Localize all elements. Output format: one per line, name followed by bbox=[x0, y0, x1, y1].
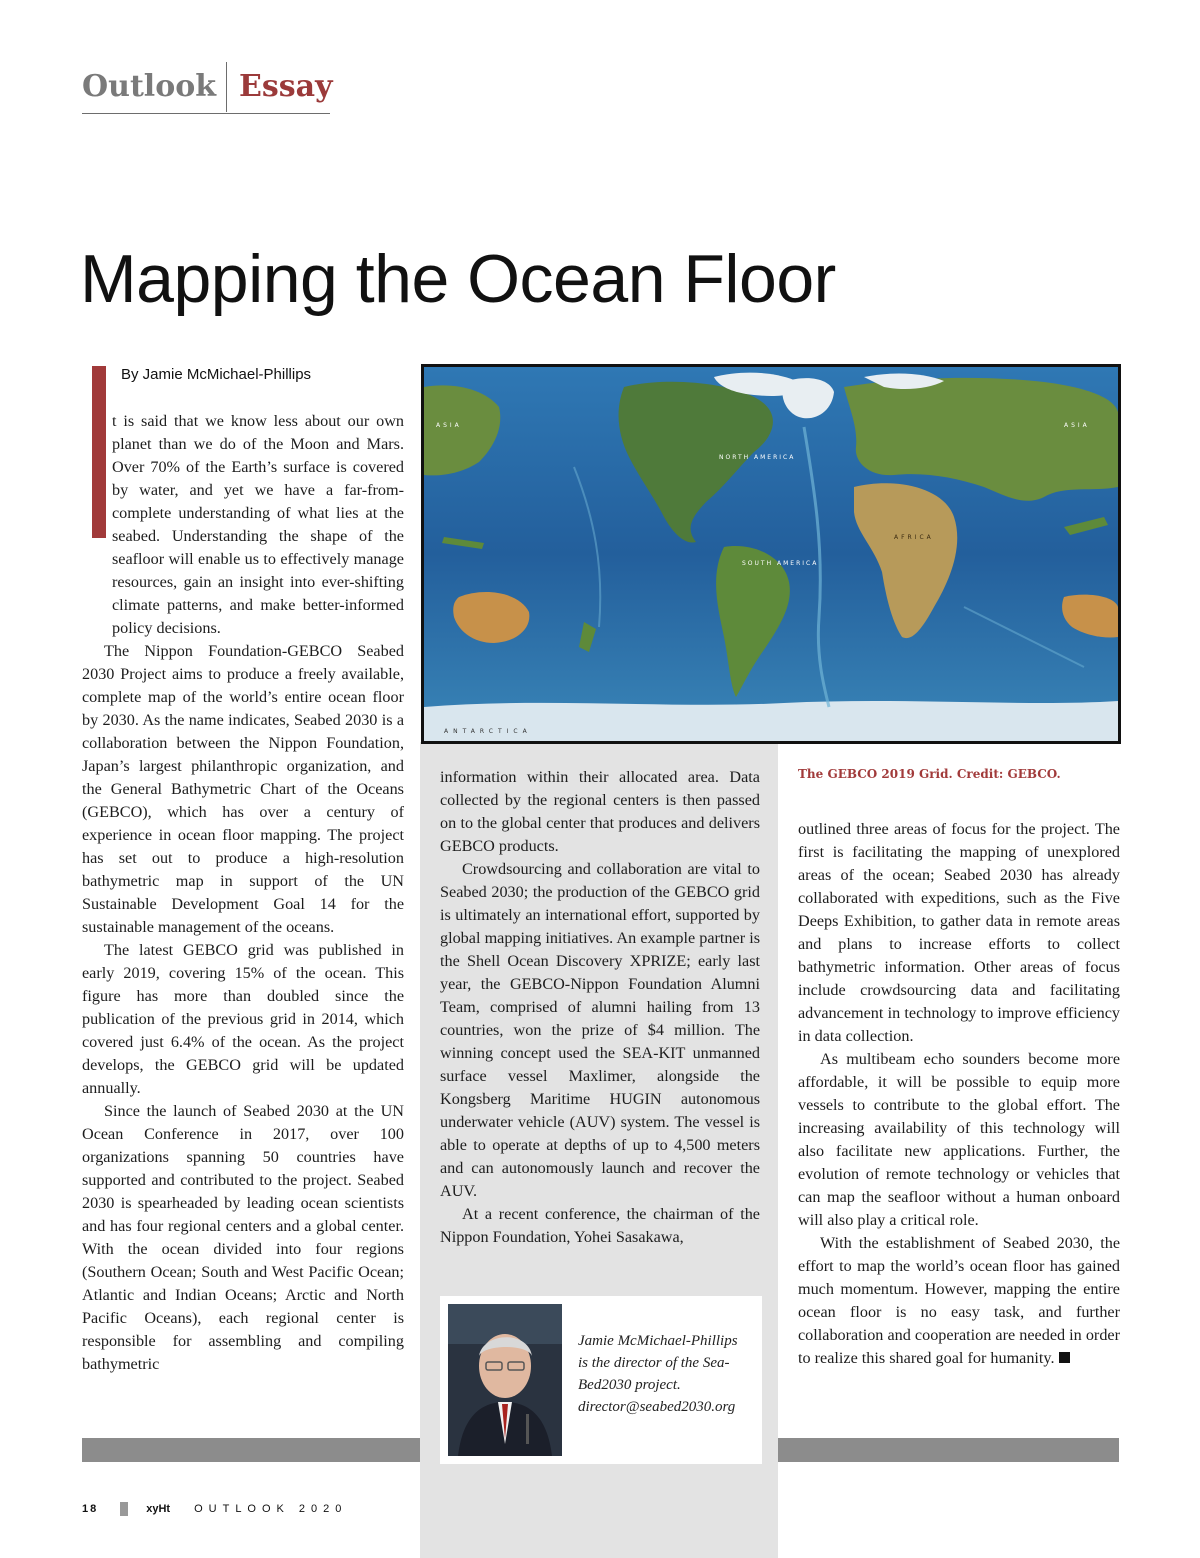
map-caption: The GEBCO 2019 Grid. Credit: GEBCO. bbox=[798, 767, 1061, 781]
author-email: director@seabed2030.org bbox=[578, 1399, 736, 1415]
map-label-asia-right: ASIA bbox=[1064, 422, 1090, 429]
paragraph-text: With the establishment of Seabed 2030, the effort to map the world’s ocean floor has gained much momentum. However, mapping the entire ocean floor is no easy task, and further collaboration and cooperation are needed in order to realize this shared goal for humanity. bbox=[798, 1234, 1120, 1367]
subsection-label: Essay bbox=[239, 69, 333, 104]
author-bio-box bbox=[440, 1296, 762, 1464]
article-column-3 bbox=[798, 818, 1120, 1370]
map-label-asia-left: ASIA bbox=[436, 422, 462, 429]
map-label-africa: AFRICA bbox=[894, 534, 934, 541]
author-photo bbox=[448, 1304, 562, 1456]
issue-name: OUTLOOK 2020 bbox=[194, 1503, 348, 1515]
map-image bbox=[424, 367, 1118, 741]
author-bio-line: Jamie McMichael-Phillips bbox=[578, 1333, 738, 1349]
map-label-north-america: NORTH AMERICA bbox=[719, 454, 796, 461]
paragraph: The latest GEBCO grid was published in early 2019, covering 15% of the ocean. This figure has more than doubled since the publication of the previous grid in 2014, which covered just 6.4% of the ocean. As the project develops, the GEBCO grid will be updated annually. bbox=[82, 941, 404, 1097]
paragraph: outlined three areas of focus for the project. The first is facilitating the mapping of unexplored areas of the ocean; Seabed 2030 has already collaborated with expeditions, such as the Five Deeps Exhibition, to gather data in remote areas and plans to increase efforts to collect bathymetric information. Other areas of focus include crowdsourcing data and facilitating advancement in technology to improve efficiency in data collection. bbox=[798, 820, 1120, 1045]
page-number: 18 bbox=[82, 1503, 99, 1515]
byline: By Jamie McMichael-Phillips bbox=[121, 366, 312, 383]
magazine-name: xyHt bbox=[146, 1503, 171, 1515]
paragraph: As multibeam echo sounders become more affordable, it will be possible to equip more vessels to contribute to the global effort. The increasing availability of this technology will also facilitate new applications. Further, the evolution of remote technology or vehicles that can map the seafloor without a human onboard will also play a critical role. bbox=[798, 1050, 1120, 1229]
gebco-world-map bbox=[421, 364, 1121, 744]
paragraph: information within their allocated area. Data collected by the regional centers is then passed on to the global center that produces and delivers GEBCO products. bbox=[440, 768, 760, 855]
paragraph: The Nippon Foundation-GEBCO Seabed 2030 Project aims to produce a freely available, complete map of the world’s entire ocean floor by 2030. As the name indicates, Seabed 2030 is a collaboration between the Nippon Foundation, Japan’s largest philanthropic organization, and the General Bathymetric Chart of the Oceans (GEBCO), which has over a century of experience in ocean floor mapping. The project has set out to produce a high-resolution bathymetric map in support of the UN Sustainable Development Goal 14 for the sustainable management of the oceans. bbox=[82, 642, 404, 936]
paragraph: Since the launch of Seabed 2030 at the UN Ocean Conference in 2017, over 100 organizations spanning 50 countries have supported and contributed to the project. Seabed 2030 is spearheaded by leading ocean scientists and has four regional centers and a global center. With the ocean divided into four regions (Southern Ocean; South and West Pacific Ocean; Atlantic and Indian Oceans; Arctic and North Pacific Oceans), each regional center is responsible for assembling and compiling bathymetric bbox=[82, 1102, 404, 1373]
map-label-antarctica: ANTARCTICA bbox=[444, 728, 532, 735]
paragraph: t is said that we know less about our own planet than we do of the Moon and Mars. Over 70% of the Earth’s surface is covered by water, and yet we have a far-from-complete understanding of what lies at the seabed. Understanding the shape of the seafloor will enable us to effectively manage resources, gain an insight into ever-shifting climate patterns, and make better-informed policy decisions. bbox=[112, 412, 404, 637]
article-title: Mapping the Ocean Floor bbox=[80, 241, 836, 317]
article-column-1 bbox=[82, 410, 404, 1376]
paragraph: At a recent conference, the chairman of the Nippon Foundation, Yohei Sasakawa, bbox=[440, 1205, 760, 1246]
paragraph bbox=[798, 1232, 1120, 1370]
paragraph: Crowdsourcing and collaboration are vital to Seabed 2030; the production of the GEBCO grid is ultimately an international effort, supported by global mapping initiatives. An example partner is the Shell Ocean Discovery XPRIZE; early last year, the GEBCO-Nippon Foundation Alumni Team, comprised of alumni hailing from 13 countries, won the prize of $4 million. The winning concept used the SEA-KIT unmanned surface vessel Maxlimer, alongside the Kongsberg Maritime HUGIN autonomous underwater vehicle (AUV) system. The vessel is able to operate at depths of up to 4,500 meters and can autonomously launch and recover the AUV. bbox=[440, 860, 760, 1200]
author-bio-line: Bed2030 project. bbox=[578, 1377, 681, 1393]
author-bio-line: is the director of the Sea- bbox=[578, 1355, 730, 1371]
author-bio bbox=[578, 1330, 758, 1418]
author-portrait-icon bbox=[448, 1304, 562, 1456]
article-column-2 bbox=[440, 766, 760, 1249]
map-label-south-america: SOUTH AMERICA bbox=[742, 560, 819, 567]
bottom-bar-left bbox=[82, 1438, 420, 1462]
page-footer bbox=[82, 1502, 347, 1516]
footer-divider bbox=[120, 1502, 128, 1516]
end-of-article-mark bbox=[1059, 1352, 1070, 1363]
section-header bbox=[82, 62, 333, 114]
section-label: Outlook bbox=[82, 62, 227, 112]
bottom-bar-right bbox=[778, 1438, 1119, 1462]
